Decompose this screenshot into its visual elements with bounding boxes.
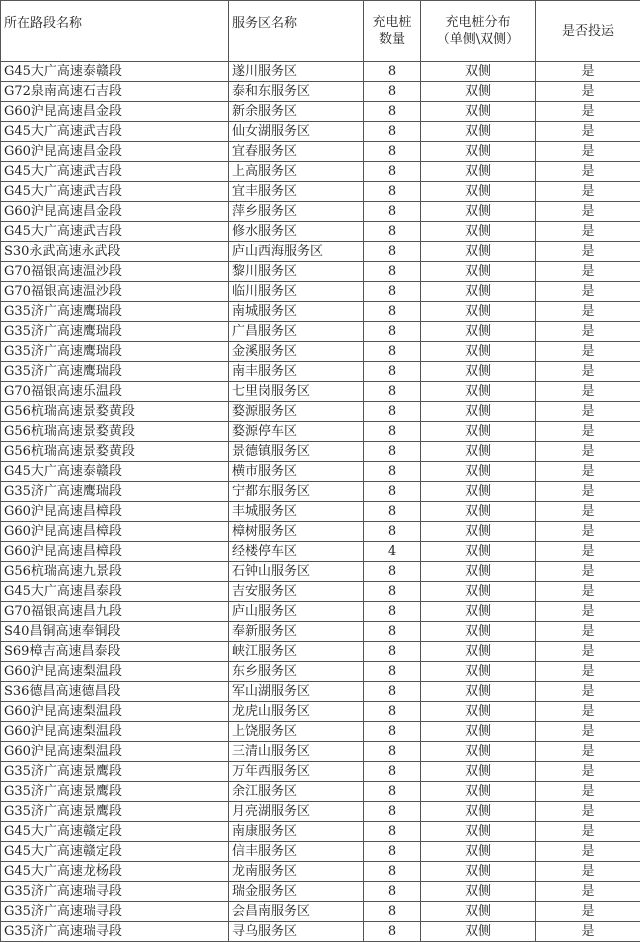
cell-road: S40昌铜高速奉铜段 [1,622,229,642]
table-row [1,502,640,522]
header-count [364,1,421,62]
cell-road: G45大广高速赣定段 [1,842,229,862]
cell-distribution: 双侧 [421,862,536,882]
cell-service-area: 三清山服务区 [229,742,364,762]
cell-operational: 是 [536,222,640,242]
table-row [1,662,640,682]
cell-distribution: 双侧 [421,182,536,202]
cell-count: 8 [364,802,421,822]
cell-service-area: 龙南服务区 [229,862,364,882]
cell-road: G45大广高速武吉段 [1,182,229,202]
table-row [1,222,640,242]
cell-distribution: 双侧 [421,622,536,642]
cell-distribution: 双侧 [421,762,536,782]
cell-road: G70福银高速温沙段 [1,262,229,282]
cell-operational: 是 [536,242,640,262]
cell-distribution: 双侧 [421,502,536,522]
cell-road: G35济广高速景鹰段 [1,782,229,802]
table-row [1,922,640,942]
cell-service-area: 会昌南服务区 [229,902,364,922]
table-row [1,82,640,102]
cell-road: G56杭瑞高速景婺黄段 [1,422,229,442]
cell-operational: 是 [536,82,640,102]
cell-operational: 是 [536,662,640,682]
table-row [1,482,640,502]
cell-road: G70福银高速昌九段 [1,602,229,622]
cell-operational: 是 [536,382,640,402]
cell-road: G60沪昆高速梨温段 [1,702,229,722]
table-row [1,742,640,762]
cell-road: G60沪昆高速昌樟段 [1,522,229,542]
cell-service-area: 军山湖服务区 [229,682,364,702]
cell-count: 8 [364,702,421,722]
cell-distribution: 双侧 [421,742,536,762]
table-row [1,882,640,902]
cell-operational: 是 [536,562,640,582]
cell-count: 8 [364,762,421,782]
table-row [1,682,640,702]
cell-distribution: 双侧 [421,202,536,222]
table-row [1,442,640,462]
cell-road: G45大广高速武吉段 [1,162,229,182]
cell-road: G56杭瑞高速景婺黄段 [1,402,229,422]
cell-road: G60沪昆高速梨温段 [1,722,229,742]
cell-road: G70福银高速温沙段 [1,282,229,302]
cell-road: G45大广高速泰赣段 [1,62,229,82]
cell-distribution: 双侧 [421,662,536,682]
cell-operational: 是 [536,502,640,522]
cell-service-area: 七里岗服务区 [229,382,364,402]
cell-distribution: 双侧 [421,342,536,362]
table-row [1,862,640,882]
cell-service-area: 余江服务区 [229,782,364,802]
cell-operational: 是 [536,62,640,82]
cell-service-area: 宜丰服务区 [229,182,364,202]
cell-count: 8 [364,522,421,542]
table-row [1,342,640,362]
cell-service-area: 峡江服务区 [229,642,364,662]
table-row [1,282,640,302]
table-row [1,162,640,182]
cell-road: G35济广高速瑞寻段 [1,922,229,942]
cell-distribution: 双侧 [421,642,536,662]
cell-service-area: 瑞金服务区 [229,882,364,902]
cell-service-area: 吉安服务区 [229,582,364,602]
cell-count: 8 [364,582,421,602]
cell-operational: 是 [536,302,640,322]
cell-operational: 是 [536,642,640,662]
cell-count: 8 [364,442,421,462]
cell-count: 8 [364,862,421,882]
cell-distribution: 双侧 [421,602,536,622]
cell-road: G60沪昆高速昌樟段 [1,542,229,562]
table-row [1,242,640,262]
cell-operational: 是 [536,802,640,822]
cell-operational: 是 [536,782,640,802]
cell-count: 8 [364,162,421,182]
cell-road: G45大广高速武吉段 [1,122,229,142]
cell-count: 8 [364,662,421,682]
cell-distribution: 双侧 [421,242,536,262]
cell-count: 8 [364,102,421,122]
cell-distribution: 双侧 [421,62,536,82]
cell-road: S69樟吉高速昌泰段 [1,642,229,662]
table-row [1,702,640,722]
cell-count: 8 [364,822,421,842]
cell-service-area: 庐山西海服务区 [229,242,364,262]
table-row [1,582,640,602]
cell-road: G60沪昆高速昌金段 [1,102,229,122]
cell-service-area: 月亮湖服务区 [229,802,364,822]
cell-road: G60沪昆高速昌金段 [1,202,229,222]
cell-road: G35济广高速瑞寻段 [1,902,229,922]
table-row [1,122,640,142]
cell-distribution: 双侧 [421,162,536,182]
table-row [1,642,640,662]
cell-operational: 是 [536,462,640,482]
table-row [1,142,640,162]
cell-count: 8 [364,482,421,502]
cell-count: 8 [364,402,421,422]
cell-count: 8 [364,742,421,762]
table-row [1,402,640,422]
cell-road: G35济广高速鹰瑞段 [1,322,229,342]
cell-distribution: 双侧 [421,102,536,122]
cell-road: G35济广高速鹰瑞段 [1,302,229,322]
header-distribution-line1: 充电桩分布 [445,15,510,30]
table-row [1,782,640,802]
cell-service-area: 庐山服务区 [229,602,364,622]
cell-count: 8 [364,782,421,802]
cell-service-area: 南丰服务区 [229,362,364,382]
cell-distribution: 双侧 [421,482,536,502]
cell-operational: 是 [536,162,640,182]
cell-service-area: 遂川服务区 [229,62,364,82]
cell-operational: 是 [536,202,640,222]
table-row [1,102,640,122]
cell-count: 8 [364,62,421,82]
cell-service-area: 丰城服务区 [229,502,364,522]
cell-operational: 是 [536,702,640,722]
cell-service-area: 樟树服务区 [229,522,364,542]
cell-distribution: 双侧 [421,582,536,602]
cell-service-area: 萍乡服务区 [229,202,364,222]
cell-operational: 是 [536,482,640,502]
cell-service-area: 临川服务区 [229,282,364,302]
cell-road: G45大广高速龙杨段 [1,862,229,882]
table-row [1,562,640,582]
table-row [1,62,640,82]
cell-count: 8 [364,182,421,202]
cell-service-area: 泰和东服务区 [229,82,364,102]
cell-count: 8 [364,382,421,402]
cell-distribution: 双侧 [421,722,536,742]
table-row [1,722,640,742]
table-row [1,202,640,222]
cell-service-area: 广昌服务区 [229,322,364,342]
cell-operational: 是 [536,542,640,562]
cell-distribution: 双侧 [421,302,536,322]
cell-operational: 是 [536,102,640,122]
cell-operational: 是 [536,862,640,882]
table-row [1,262,640,282]
cell-count: 8 [364,422,421,442]
cell-service-area: 石钟山服务区 [229,562,364,582]
cell-distribution: 双侧 [421,262,536,282]
cell-count: 8 [364,142,421,162]
cell-operational: 是 [536,902,640,922]
cell-road: G45大广高速昌泰段 [1,582,229,602]
cell-count: 8 [364,282,421,302]
cell-road: G35济广高速景鹰段 [1,802,229,822]
cell-count: 8 [364,462,421,482]
cell-count: 8 [364,502,421,522]
cell-service-area: 南城服务区 [229,302,364,322]
cell-operational: 是 [536,282,640,302]
cell-road: G60沪昆高速梨温段 [1,742,229,762]
cell-count: 8 [364,902,421,922]
cell-distribution: 双侧 [421,282,536,302]
cell-count: 8 [364,922,421,942]
cell-distribution: 双侧 [421,322,536,342]
cell-road: G60沪昆高速昌樟段 [1,502,229,522]
cell-road: G72泉南高速石吉段 [1,82,229,102]
cell-service-area: 仙女湖服务区 [229,122,364,142]
cell-distribution: 双侧 [421,842,536,862]
table-row [1,622,640,642]
cell-operational: 是 [536,822,640,842]
cell-operational: 是 [536,622,640,642]
cell-operational: 是 [536,842,640,862]
cell-distribution: 双侧 [421,142,536,162]
cell-count: 8 [364,722,421,742]
cell-count: 8 [364,682,421,702]
cell-count: 8 [364,82,421,102]
cell-distribution: 双侧 [421,882,536,902]
cell-service-area: 寻乌服务区 [229,922,364,942]
cell-distribution: 双侧 [421,422,536,442]
cell-operational: 是 [536,882,640,902]
cell-count: 8 [364,262,421,282]
cell-road: G35济广高速鹰瑞段 [1,482,229,502]
cell-count: 8 [364,202,421,222]
cell-service-area: 南康服务区 [229,822,364,842]
cell-operational: 是 [536,122,640,142]
cell-service-area: 景德镇服务区 [229,442,364,462]
table-row [1,182,640,202]
table-row [1,902,640,922]
cell-count: 8 [364,882,421,902]
cell-distribution: 双侧 [421,522,536,542]
cell-road: G35济广高速鹰瑞段 [1,342,229,362]
table-row [1,422,640,442]
cell-service-area: 万年西服务区 [229,762,364,782]
cell-operational: 是 [536,722,640,742]
cell-distribution: 双侧 [421,122,536,142]
cell-distribution: 双侧 [421,822,536,842]
cell-count: 4 [364,542,421,562]
cell-distribution: 双侧 [421,682,536,702]
table-row [1,322,640,342]
cell-road: S30永武高速永武段 [1,242,229,262]
cell-service-area: 黎川服务区 [229,262,364,282]
cell-operational: 是 [536,582,640,602]
cell-service-area: 横市服务区 [229,462,364,482]
cell-road: G56杭瑞高速九景段 [1,562,229,582]
cell-service-area: 信丰服务区 [229,842,364,862]
cell-operational: 是 [536,322,640,342]
cell-road: G35济广高速鹰瑞段 [1,362,229,382]
cell-count: 8 [364,302,421,322]
table-body [1,62,640,942]
cell-count: 8 [364,842,421,862]
cell-count: 8 [364,122,421,142]
cell-operational: 是 [536,182,640,202]
cell-distribution: 双侧 [421,542,536,562]
cell-service-area: 金溪服务区 [229,342,364,362]
cell-count: 8 [364,602,421,622]
cell-road: G35济广高速景鹰段 [1,762,229,782]
cell-operational: 是 [536,262,640,282]
cell-road: G56杭瑞高速景婺黄段 [1,442,229,462]
cell-count: 8 [364,342,421,362]
cell-operational: 是 [536,522,640,542]
table-row [1,822,640,842]
cell-service-area: 东乡服务区 [229,662,364,682]
cell-distribution: 双侧 [421,702,536,722]
cell-service-area: 新余服务区 [229,102,364,122]
cell-count: 8 [364,562,421,582]
cell-operational: 是 [536,362,640,382]
table-row [1,762,640,782]
header-count-line2: 数量 [379,32,405,47]
cell-service-area: 经楼停车区 [229,542,364,562]
cell-service-area: 上高服务区 [229,162,364,182]
cell-operational: 是 [536,742,640,762]
cell-road: G45大广高速赣定段 [1,822,229,842]
cell-service-area: 上饶服务区 [229,722,364,742]
table-row [1,522,640,542]
header-distribution [421,1,536,62]
table-row [1,542,640,562]
header-road: 所在路段名称 [1,1,229,62]
cell-service-area: 婺源服务区 [229,402,364,422]
cell-road: S36德昌高速德昌段 [1,682,229,702]
cell-road: G70福银高速乐温段 [1,382,229,402]
cell-road: G60沪昆高速梨温段 [1,662,229,682]
header-operational: 是否投运 [536,1,640,62]
table-row [1,302,640,322]
cell-operational: 是 [536,602,640,622]
cell-distribution: 双侧 [421,782,536,802]
cell-distribution: 双侧 [421,562,536,582]
cell-distribution: 双侧 [421,362,536,382]
table-row [1,802,640,822]
cell-count: 8 [364,642,421,662]
cell-operational: 是 [536,922,640,942]
cell-distribution: 双侧 [421,402,536,422]
cell-operational: 是 [536,142,640,162]
cell-operational: 是 [536,422,640,442]
cell-road: G35济广高速瑞寻段 [1,882,229,902]
cell-distribution: 双侧 [421,922,536,942]
cell-distribution: 双侧 [421,802,536,822]
header-service-area: 服务区名称 [229,1,364,62]
cell-service-area: 宁都东服务区 [229,482,364,502]
header-count-line1: 充电桩 [372,15,411,30]
cell-service-area: 婺源停车区 [229,422,364,442]
cell-distribution: 双侧 [421,462,536,482]
cell-count: 8 [364,242,421,262]
cell-service-area: 宜春服务区 [229,142,364,162]
table-row [1,842,640,862]
cell-distribution: 双侧 [421,222,536,242]
cell-distribution: 双侧 [421,382,536,402]
table-row [1,602,640,622]
cell-service-area: 修水服务区 [229,222,364,242]
cell-count: 8 [364,622,421,642]
cell-road: G60沪昆高速昌金段 [1,142,229,162]
cell-distribution: 双侧 [421,902,536,922]
cell-distribution: 双侧 [421,442,536,462]
table-row [1,462,640,482]
cell-count: 8 [364,322,421,342]
cell-operational: 是 [536,402,640,422]
cell-operational: 是 [536,442,640,462]
cell-count: 8 [364,362,421,382]
cell-service-area: 龙虎山服务区 [229,702,364,722]
cell-road: G45大广高速泰赣段 [1,462,229,482]
cell-operational: 是 [536,342,640,362]
cell-count: 8 [364,222,421,242]
cell-service-area: 奉新服务区 [229,622,364,642]
cell-operational: 是 [536,762,640,782]
table-row [1,362,640,382]
cell-operational: 是 [536,682,640,702]
header-distribution-line2: （单侧\双侧） [437,32,519,47]
table-row [1,382,640,402]
cell-road: G45大广高速武吉段 [1,222,229,242]
table-header-row [1,1,640,62]
cell-distribution: 双侧 [421,82,536,102]
